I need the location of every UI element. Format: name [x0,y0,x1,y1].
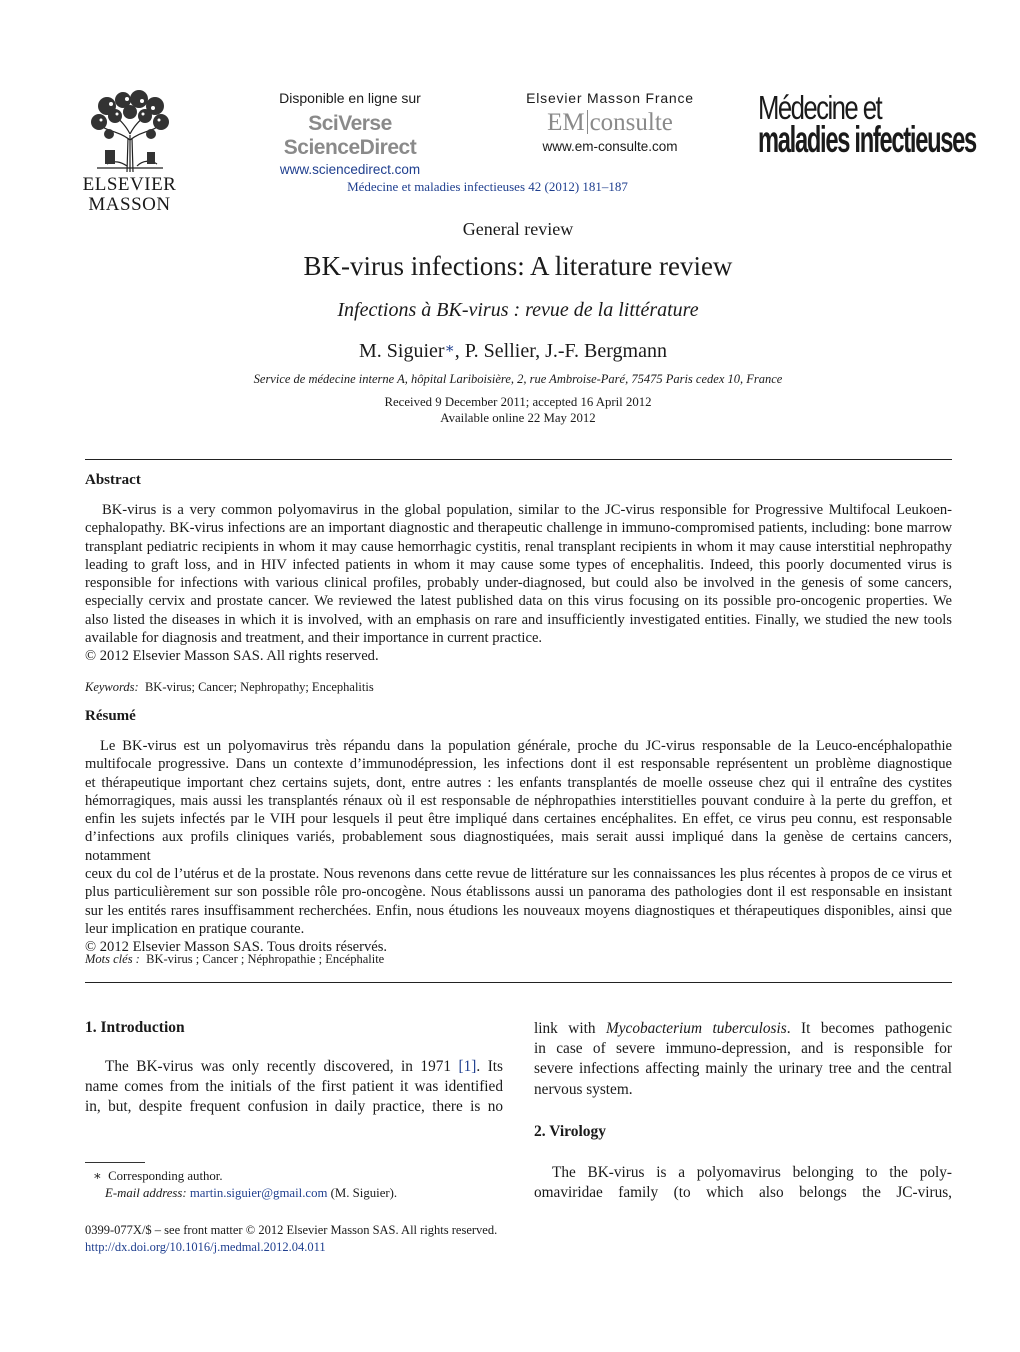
author-bergmann: , J.-F. Bergmann [535,340,667,362]
abstract-line: BK-virus is a very common polyomavirus in the global population, similar to the JC-virus responsible for Progressive Multifocal Leukoen- [102,502,952,518]
article-title-french: Infections à BK-virus : revue de la littérature [337,299,699,321]
email-note [105,1186,397,1201]
abstract-line: especially cervix and prostate cancer. We reviewed the latest published data on this virus focusing on its possible pro-oncogenic properties. We [85,593,952,610]
abstract-line: responsible for infections with various clinical profiles, probably under-diagnosed, but could also be involved in the genesis of some cancers, [85,575,952,592]
mycobacterium-italic: Mycobacterium tuberculosis [606,1020,787,1037]
right-line1-text: link with [534,1020,596,1037]
journal-citation[interactable]: Médecine et maladies infectieuses 42 (2012) 181–187 [347,179,628,194]
keywords-list: BK-virus; Cancer; Nephropathy; Encephalitis [144,680,374,694]
intro-line: in, but, despite frequent confusion in daily practice, there is no [85,1098,503,1116]
mots-cles [85,952,384,967]
resume-line: multifocale progressive. Dans un contexte d’immunodépression, les infections dont il est responsable représentent un problème diagnostique [85,756,952,773]
received-dates: Received 9 December 2011; accepted 16 April 2012 [384,395,652,409]
right-line: severe infections affecting mainly the urinary tree and the central [534,1060,952,1078]
email-label: E-mail address: [105,1186,187,1200]
abstract-line: available for diagnosis and treatment, and their importance in current practice. [85,630,543,647]
resume-line: Le BK-virus est un polyomavirus très répandu dans la population générale, proche du JC-virus responsable de la Leuco-encéphalopathie [100,738,952,754]
doi-link[interactable]: http://dx.doi.org/10.1016/j.medmal.2012.04.011 [85,1240,326,1254]
elsevier-tree-icon [87,90,173,174]
masson-wordmark: MASSON [88,194,171,215]
author-siguier: M. Siguier [359,340,445,362]
resume-line: et thérapeutique important chez certains sujets, dont, entre autres : les enfants transplantés de moelle osseuse chez qui il entraîne des cystites [85,774,952,791]
resume-copyright: © 2012 Elsevier Masson SAS. Tous droits réservés. [85,939,388,956]
em-publisher-label: Elsevier Masson France [526,90,694,106]
article-title: BK-virus infections: A literature review [303,251,733,281]
sciencedirect-logo: SciVerse ScienceDirect [283,112,417,159]
em-consulte-logo [505,109,715,137]
intro-line1-text: The BK-virus was only recently discovered, in 1971 [105,1058,452,1075]
em-logo-right: consulte [589,109,673,136]
resume-line: plus particulièrement sur son possible rôle pro-oncogène. Nous établissons aussi un panorama des pathologies dont il est responsable en insistant [85,884,952,901]
journal-logo [758,89,976,160]
journal-logo-line2: maladies infectieuses [758,119,976,160]
article-type: General review [462,219,574,239]
intro-line [85,1057,503,1077]
virology-heading: 2. Virology [534,1123,607,1140]
em-consulte-block [505,90,715,154]
right-line [534,1019,952,1039]
resume-body [85,737,952,957]
resume-line: hémorragiques, mais aussi les transplantés rénaux où il est responsable de néphropathies interstitielles pouvant conduire à la perte du greffon, et [85,792,952,809]
intro-line1-end: . Its [476,1058,503,1075]
introduction-text [85,1057,503,1118]
introduction-heading: 1. Introduction [85,1019,185,1036]
right-line: nervous system. [534,1080,633,1098]
abstract-heading: Abstract [85,472,141,488]
resume-line: leur implication en pratique courante. [85,920,305,937]
abstract-copyright: © 2012 Elsevier Masson SAS. All rights reserved. [85,648,379,665]
corresponding-author-note [93,1169,223,1184]
bottom-divider [85,982,952,983]
elsevier-masson-logo [82,90,177,214]
resume-line: enfin les sujets infectés par le VIH pour lesquels il peut être impliqué dans certaines encéphalites. En effet, ce virus peu connu, est responsable [85,811,952,828]
intro-line: name comes from the initials of the first patient it was identified [85,1078,503,1096]
author-list [0,339,1020,363]
resume-line: ceux du col de l’utérus et de la prostate. Nous revenons dans cette revue de littérature sur les connaissances les plus récentes à propos de ce virus et [85,866,952,883]
abstract-line: also listed the diseases in which it is involved, with an emphasis on rare and insufficiently investigated entities. Finally, we studied the new tools [85,611,952,628]
reference-1-link[interactable]: [1] [458,1058,477,1075]
sciencedirect-block [240,90,460,177]
corresponding-author-mark[interactable]: ∗ [444,341,455,357]
abstract-line: cephalopathy. BK-virus infections are an important diagnostic and therapeutic challenge in immuno-compromised patients, including: bone marrow [85,520,952,537]
em-logo-left: EM [547,109,585,136]
email-link[interactable]: martin.siguier@gmail.com [189,1186,328,1200]
em-logo-divider [587,110,588,134]
right-line: in case of severe immuno-depression, and is responsible for [534,1040,952,1058]
available-online-label: Disponible en ligne sur [279,90,421,106]
mots-cles-label: Mots clés : [85,952,140,966]
abstract-line: leading to graft loss, and in HIV infected patients in whom it may cause some types of encephalitis. Indeed, this poorly documented virus is [85,556,952,573]
mots-cles-list: BK-virus ; Cancer ; Néphropathie ; Encéphalite [146,952,385,966]
resume-line: d’infections aux profils cliniques variés, probablement sous diagnostiquées, mais serait aussi impliqué dans la genèse de certains cancers, notamment [85,829,952,864]
corresponding-label: Corresponding author. [108,1169,223,1183]
resume-line: sur les entités rares insuffisamment recherchées. Enfin, nous étudions les nouveaux moyens diagnostiques et thérapeutiques disponibles, ainsi que [85,902,952,919]
right-column-text [534,1019,952,1100]
email-name: (M. Siguier). [330,1186,398,1200]
sciencedirect-link[interactable]: www.sciencedirect.com [279,162,421,177]
virology-line: The BK-virus is a polyomavirus belonging to the poly- [552,1164,952,1181]
issn-line: 0399-077X/$ – see front matter © 2012 Elsevier Masson SAS. All rights reserved. [85,1223,498,1237]
keywords-label: Keywords: [85,680,139,694]
em-consulte-link[interactable]: www.em-consulte.com [542,139,678,154]
journal-logo-line1: Médecine et [758,89,882,126]
virology-line: omaviridae family (to which also belongs the JC-virus, [534,1184,952,1202]
abstract-body [85,501,952,666]
footnote-rule [85,1162,145,1163]
virology-text [534,1163,952,1203]
footnote-mark: ∗ [93,1169,102,1183]
resume-heading: Résumé [85,708,136,724]
affiliation: Service de médecine interne A, hôpital Lariboisière, 2, rue Ambroise-Paré, 75475 Paris cedex 10, France [253,372,783,386]
elsevier-wordmark: ELSEVIER [82,174,177,195]
right-line1-end: . It becomes pathogenic [786,1020,952,1037]
author-sellier: , P. Sellier [454,340,536,362]
abstract-line: transplant pediatric recipients in whom it may cause hemorrhagic cystitis, renal transplant recipients in whom it may cause interstitial nephropathy [85,538,952,555]
available-online-date: Available online 22 May 2012 [440,411,596,425]
keywords [85,680,374,695]
top-divider [85,459,952,460]
